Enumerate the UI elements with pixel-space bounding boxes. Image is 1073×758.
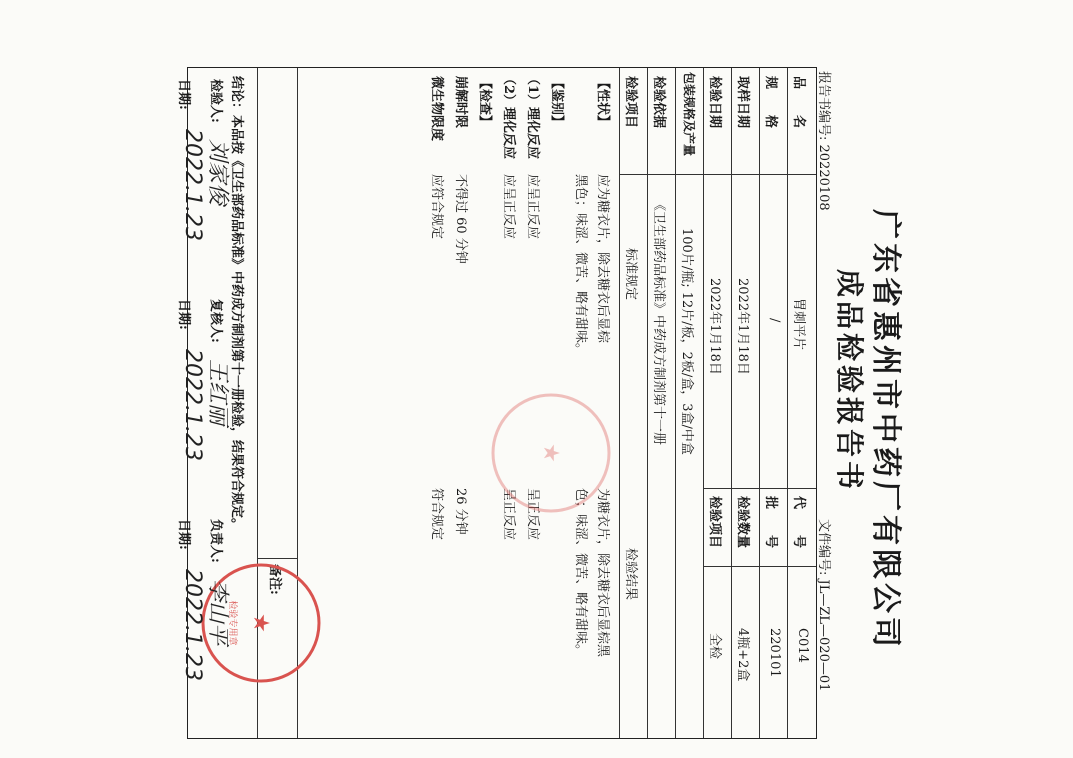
svg-text:检验专用章: 检验专用章 — [226, 600, 237, 646]
standard-microbial-limit: 应符合规定 — [428, 174, 444, 240]
item-inspection: 【检查】 — [476, 76, 492, 129]
result-appearance-1: 为糖衣片，除去糖衣后显棕黑 — [594, 488, 610, 658]
result-disintegration: 26 分钟 — [452, 488, 468, 535]
result-chem-reaction-2: 呈正反应 — [500, 488, 516, 541]
label-inspection-items: 检验项目 — [706, 496, 722, 549]
inspection-table — [187, 67, 817, 739]
value-product-name: 胃刺平片 — [790, 298, 806, 351]
label-code: 代 号 — [790, 496, 806, 549]
inspector-label: 检验人: — [207, 79, 223, 123]
conclusion-text: 结论：本品按《卫生部药品标准》中药成方制剂第十一册检验，结果符合规定。 — [228, 76, 244, 532]
label-basis: 检验依据 — [650, 76, 666, 129]
standard-chem-reaction-1: 应呈正反应 — [524, 174, 540, 240]
standard-appearance-1: 应为糖衣片，除去糖衣后显棕 — [594, 174, 610, 344]
reviewer-date-label: 日期: — [175, 299, 191, 330]
label-spec: 规 格 — [762, 76, 778, 129]
label-sampling-date: 取样日期 — [734, 76, 750, 129]
inspector-signature: 刘家俊 — [204, 139, 230, 206]
company-title: 广东省惠州市中药厂有限公司 — [867, 209, 903, 651]
label-inspection-date: 检验日期 — [706, 76, 722, 129]
result-chem-reaction-1: 呈正反应 — [524, 488, 540, 541]
label-batch: 批 号 — [762, 496, 778, 549]
header-result: 检验结果 — [622, 548, 638, 601]
result-appearance-2: 色；味涩、微苦、略有甜味。 — [572, 488, 588, 658]
item-chem-reaction-2: （2）理化反应 — [500, 72, 516, 160]
item-disintegration: 崩解时限 — [452, 76, 468, 129]
value-spec: / — [766, 318, 782, 323]
report-title: 成品检验报告书 — [832, 269, 866, 494]
reviewer-label: 复核人: — [207, 299, 223, 343]
svg-text:★: ★ — [247, 613, 273, 633]
report-number: 报告书编号: 20220108 — [815, 71, 831, 211]
faded-round-stamp — [486, 388, 616, 518]
label-packaging: 包装规格及产量 — [681, 72, 696, 157]
manager-date-label: 日期: — [175, 519, 191, 550]
value-inspection-items: 全检 — [706, 633, 722, 660]
reviewer-signature: 王红丽 — [204, 359, 230, 426]
reviewer-date: 2022.1.23 — [179, 349, 205, 461]
value-basis: 《卫生部药品标准》中药成方制剂第十一册 — [650, 198, 666, 446]
header-item: 检验项目 — [622, 76, 638, 129]
label-quantity: 检验数量 — [734, 496, 750, 549]
standard-chem-reaction-2: 应呈正反应 — [500, 174, 516, 240]
item-chem-reaction-1: （1）理化反应 — [524, 72, 540, 160]
value-code: C014 — [794, 628, 810, 663]
file-number: 文件编号: JL—ZL—020—01 — [815, 519, 831, 692]
value-quantity: 4瓶+2盒 — [734, 628, 750, 682]
value-sampling-date: 2022年1月18日 — [734, 278, 750, 375]
value-batch: 220101 — [766, 628, 782, 678]
report-document — [157, 19, 917, 739]
inspector-date: 2022.1.23 — [179, 129, 205, 241]
header-standard: 标准规定 — [622, 248, 638, 301]
standard-appearance-2: 黑色；味涩、微苦、略有甜味。 — [572, 174, 588, 357]
svg-text:★: ★ — [537, 443, 563, 463]
item-appearance: 【性状】 — [594, 76, 610, 129]
result-microbial-limit: 符合规定 — [428, 488, 444, 541]
remark-label: 备注: — [266, 564, 282, 595]
inspector-date-label: 日期: — [175, 79, 191, 110]
item-microbial-limit: 微生物限度 — [428, 76, 444, 142]
manager-date: 2022.1.23 — [179, 569, 205, 681]
item-identification: 【鉴别】 — [548, 76, 564, 129]
label-product-name: 品 名 — [790, 76, 806, 129]
manager-signature: 李山平 — [204, 579, 230, 646]
manager-label: 负责人: — [207, 519, 223, 563]
standard-disintegration: 不得过 60 分钟 — [452, 174, 468, 264]
value-packaging: 100片/瓶; 12片/板，2板/盒，3盒/中盒 — [678, 228, 694, 455]
value-inspection-date: 2022年1月18日 — [706, 278, 722, 375]
